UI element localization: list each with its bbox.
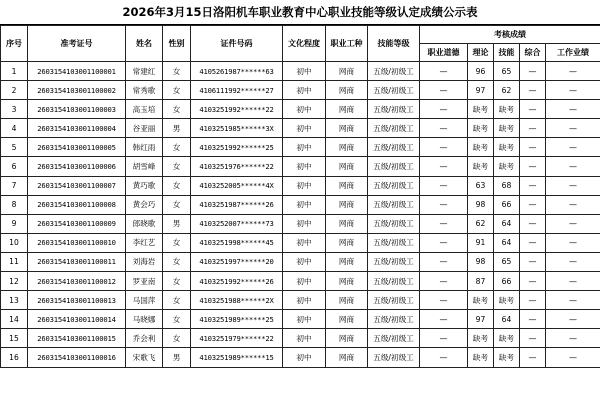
cell-ethics: — (420, 176, 468, 195)
cell-seq: 15 (1, 329, 28, 348)
cell-exam-no: 2603154103001100001 (28, 62, 126, 81)
cell-work-ability: — (546, 157, 600, 176)
cell-level: 五级/初级工 (368, 252, 420, 271)
cell-occupation: 网商 (326, 291, 368, 310)
cell-ethics: — (420, 329, 468, 348)
cell-occupation: 网商 (326, 157, 368, 176)
cell-skill: 64 (494, 310, 520, 329)
cell-comprehensive: — (520, 233, 546, 252)
cell-name: 谷亚丽 (126, 119, 163, 138)
cell-cert-no: 4103251989******15 (191, 348, 283, 367)
cell-exam-no: 2603154103001100009 (28, 214, 126, 233)
cell-seq: 14 (1, 310, 28, 329)
cell-gender: 女 (163, 176, 191, 195)
col-header-scores: 考核成绩 (420, 26, 600, 44)
cell-occupation: 网商 (326, 176, 368, 195)
cell-gender: 女 (163, 291, 191, 310)
cell-occupation: 网商 (326, 310, 368, 329)
cell-education: 初中 (283, 138, 326, 157)
cell-name: 马国萍 (126, 291, 163, 310)
cell-cert-no: 4103252005******4X (191, 176, 283, 195)
cell-gender: 男 (163, 214, 191, 233)
cell-comprehensive: — (520, 138, 546, 157)
cell-name: 韩红雨 (126, 138, 163, 157)
cell-gender: 女 (163, 329, 191, 348)
cell-name: 胡雪峰 (126, 157, 163, 176)
table-row (1, 233, 600, 252)
cell-theory: 63 (468, 176, 494, 195)
cell-cert-no: 4105261987******63 (191, 62, 283, 81)
cell-exam-no: 2603154103001100014 (28, 310, 126, 329)
cell-skill: 缺考 (494, 100, 520, 119)
cell-level: 五级/初级工 (368, 348, 420, 367)
cell-comprehensive: — (520, 291, 546, 310)
cell-work-ability: — (546, 348, 600, 367)
col-header-education: 文化程度 (283, 26, 326, 62)
cell-comprehensive: — (520, 195, 546, 214)
cell-seq: 9 (1, 214, 28, 233)
cell-level: 五级/初级工 (368, 214, 420, 233)
cell-level: 五级/初级工 (368, 195, 420, 214)
header-row (1, 26, 600, 44)
cell-gender: 女 (163, 138, 191, 157)
cell-work-ability: — (546, 329, 600, 348)
col-header-theory: 理论 (468, 44, 494, 62)
col-header-seq: 序号 (1, 26, 28, 62)
cell-level: 五级/初级工 (368, 310, 420, 329)
cell-comprehensive: — (520, 119, 546, 138)
cell-cert-no: 4103251989******25 (191, 310, 283, 329)
cell-cert-no: 4103251992******26 (191, 272, 283, 291)
cell-theory: 缺考 (468, 138, 494, 157)
cell-theory: 97 (468, 310, 494, 329)
cell-level: 五级/初级工 (368, 233, 420, 252)
cell-gender: 男 (163, 348, 191, 367)
cell-education: 初中 (283, 252, 326, 271)
cell-ethics: — (420, 252, 468, 271)
cell-level: 五级/初级工 (368, 157, 420, 176)
cell-cert-no: 4103251998******45 (191, 233, 283, 252)
cell-level: 五级/初级工 (368, 81, 420, 100)
cell-education: 初中 (283, 329, 326, 348)
cell-skill: 66 (494, 272, 520, 291)
cell-gender: 女 (163, 157, 191, 176)
cell-work-ability: — (546, 252, 600, 271)
cell-name: 宋歌飞 (126, 348, 163, 367)
table-row (1, 272, 600, 291)
cell-seq: 2 (1, 81, 28, 100)
cell-cert-no: 4106111992******27 (191, 81, 283, 100)
cell-occupation: 网商 (326, 119, 368, 138)
table-row (1, 329, 600, 348)
cell-theory: 缺考 (468, 348, 494, 367)
cell-name: 常秀歌 (126, 81, 163, 100)
cell-work-ability: — (546, 272, 600, 291)
cell-comprehensive: — (520, 214, 546, 233)
cell-level: 五级/初级工 (368, 272, 420, 291)
cell-ethics: — (420, 310, 468, 329)
cell-gender: 女 (163, 233, 191, 252)
cell-gender: 女 (163, 100, 191, 119)
table-row (1, 291, 600, 310)
cell-work-ability: — (546, 176, 600, 195)
cell-comprehensive: — (520, 272, 546, 291)
cell-theory: 缺考 (468, 157, 494, 176)
cell-theory: 缺考 (468, 119, 494, 138)
cell-name: 乔会利 (126, 329, 163, 348)
table-row (1, 100, 600, 119)
cell-theory: 62 (468, 214, 494, 233)
cell-cert-no: 4103251987******26 (191, 195, 283, 214)
table-row (1, 214, 600, 233)
cell-cert-no: 4103252007******73 (191, 214, 283, 233)
cell-cert-no: 4103251997******20 (191, 252, 283, 271)
cell-work-ability: — (546, 214, 600, 233)
col-header-comprehensive: 综合 (520, 44, 546, 62)
cell-skill: 缺考 (494, 119, 520, 138)
cell-gender: 女 (163, 62, 191, 81)
cell-name: 黄巧歌 (126, 176, 163, 195)
cell-exam-no: 2603154103001100010 (28, 233, 126, 252)
cell-name: 常建红 (126, 62, 163, 81)
col-header-ethics: 职业道德 (420, 44, 468, 62)
cell-level: 五级/初级工 (368, 291, 420, 310)
cell-cert-no: 4103251976******22 (191, 157, 283, 176)
cell-education: 初中 (283, 119, 326, 138)
cell-ethics: — (420, 100, 468, 119)
cell-comprehensive: — (520, 157, 546, 176)
cell-exam-no: 2603154103001100003 (28, 100, 126, 119)
cell-cert-no: 4103251992******22 (191, 100, 283, 119)
cell-gender: 女 (163, 81, 191, 100)
cell-work-ability: — (546, 138, 600, 157)
cell-skill: 64 (494, 214, 520, 233)
cell-comprehensive: — (520, 310, 546, 329)
cell-occupation: 网商 (326, 100, 368, 119)
table-row (1, 119, 600, 138)
table-body (1, 62, 600, 368)
cell-work-ability: — (546, 291, 600, 310)
cell-skill: 缺考 (494, 157, 520, 176)
cell-exam-no: 2603154103001100012 (28, 272, 126, 291)
cell-work-ability: — (546, 62, 600, 81)
cell-comprehensive: — (520, 329, 546, 348)
cell-exam-no: 2603154103001100002 (28, 81, 126, 100)
cell-occupation: 网商 (326, 272, 368, 291)
cell-cert-no: 4103251992******25 (191, 138, 283, 157)
cell-name: 马晓娜 (126, 310, 163, 329)
cell-skill: 68 (494, 176, 520, 195)
cell-theory: 91 (468, 233, 494, 252)
table-row (1, 62, 600, 81)
cell-seq: 3 (1, 100, 28, 119)
cell-theory: 缺考 (468, 329, 494, 348)
cell-level: 五级/初级工 (368, 62, 420, 81)
page-title: 2026年3月15日洛阳机车职业教育中心职业技能等级认定成绩公示表 (0, 0, 600, 25)
table-row (1, 348, 600, 367)
cell-seq: 4 (1, 119, 28, 138)
table-row (1, 195, 600, 214)
cell-education: 初中 (283, 157, 326, 176)
cell-skill: 65 (494, 62, 520, 81)
cell-comprehensive: — (520, 176, 546, 195)
cell-ethics: — (420, 233, 468, 252)
cell-seq: 13 (1, 291, 28, 310)
cell-ethics: — (420, 348, 468, 367)
col-header-work-ability: 工作业绩 (546, 44, 600, 62)
cell-exam-no: 2603154103001100015 (28, 329, 126, 348)
cell-education: 初中 (283, 272, 326, 291)
cell-comprehensive: — (520, 252, 546, 271)
cell-exam-no: 2603154103001100016 (28, 348, 126, 367)
cell-exam-no: 2603154103001100005 (28, 138, 126, 157)
cell-name: 罗亚南 (126, 272, 163, 291)
cell-education: 初中 (283, 233, 326, 252)
cell-comprehensive: — (520, 100, 546, 119)
cell-work-ability: — (546, 119, 600, 138)
cell-gender: 女 (163, 310, 191, 329)
cell-skill: 65 (494, 252, 520, 271)
cell-seq: 12 (1, 272, 28, 291)
cell-gender: 女 (163, 252, 191, 271)
cell-exam-no: 2603154103001100008 (28, 195, 126, 214)
table-row (1, 157, 600, 176)
cell-exam-no: 2603154103001100013 (28, 291, 126, 310)
cell-skill: 缺考 (494, 291, 520, 310)
cell-level: 五级/初级工 (368, 329, 420, 348)
col-header-gender: 性别 (163, 26, 191, 62)
cell-theory: 87 (468, 272, 494, 291)
col-header-cert-no: 证件号码 (191, 26, 283, 62)
cell-ethics: — (420, 119, 468, 138)
cell-work-ability: — (546, 195, 600, 214)
table-row (1, 252, 600, 271)
table-row (1, 81, 600, 100)
cell-seq: 7 (1, 176, 28, 195)
cell-theory: 97 (468, 81, 494, 100)
cell-education: 初中 (283, 100, 326, 119)
cell-ethics: — (420, 138, 468, 157)
cell-education: 初中 (283, 81, 326, 100)
cell-skill: 缺考 (494, 138, 520, 157)
cell-comprehensive: — (520, 62, 546, 81)
col-header-occupation: 职业工种 (326, 26, 368, 62)
cell-education: 初中 (283, 62, 326, 81)
results-table (0, 25, 600, 368)
cell-exam-no: 2603154103001100007 (28, 176, 126, 195)
cell-ethics: — (420, 214, 468, 233)
cell-work-ability: — (546, 233, 600, 252)
cell-skill: 64 (494, 233, 520, 252)
cell-ethics: — (420, 62, 468, 81)
table-row (1, 138, 600, 157)
cell-ethics: — (420, 157, 468, 176)
cell-comprehensive: — (520, 81, 546, 100)
cell-occupation: 网商 (326, 138, 368, 157)
cell-seq: 11 (1, 252, 28, 271)
cell-ethics: — (420, 195, 468, 214)
cell-gender: 女 (163, 272, 191, 291)
table-row (1, 310, 600, 329)
cell-occupation: 网商 (326, 195, 368, 214)
cell-skill: 缺考 (494, 348, 520, 367)
cell-cert-no: 4103251985******3X (191, 119, 283, 138)
cell-cert-no: 4103251979******22 (191, 329, 283, 348)
table-row (1, 176, 600, 195)
col-header-skill: 技能 (494, 44, 520, 62)
cell-ethics: — (420, 272, 468, 291)
cell-occupation: 网商 (326, 252, 368, 271)
cell-level: 五级/初级工 (368, 100, 420, 119)
cell-occupation: 网商 (326, 62, 368, 81)
cell-level: 五级/初级工 (368, 119, 420, 138)
cell-occupation: 网商 (326, 81, 368, 100)
cell-ethics: — (420, 81, 468, 100)
cell-seq: 5 (1, 138, 28, 157)
cell-seq: 8 (1, 195, 28, 214)
cell-level: 五级/初级工 (368, 138, 420, 157)
cell-exam-no: 2603154103001100004 (28, 119, 126, 138)
cell-name: 刘海岩 (126, 252, 163, 271)
cell-theory: 缺考 (468, 291, 494, 310)
cell-gender: 男 (163, 119, 191, 138)
cell-name: 高玉培 (126, 100, 163, 119)
cell-theory: 98 (468, 252, 494, 271)
cell-level: 五级/初级工 (368, 176, 420, 195)
cell-education: 初中 (283, 214, 326, 233)
cell-exam-no: 2603154103001100006 (28, 157, 126, 176)
cell-skill: 缺考 (494, 329, 520, 348)
cell-education: 初中 (283, 310, 326, 329)
cell-theory: 96 (468, 62, 494, 81)
cell-occupation: 网商 (326, 348, 368, 367)
cell-work-ability: — (546, 100, 600, 119)
cell-occupation: 网商 (326, 329, 368, 348)
cell-education: 初中 (283, 348, 326, 367)
cell-education: 初中 (283, 195, 326, 214)
cell-skill: 66 (494, 195, 520, 214)
cell-seq: 10 (1, 233, 28, 252)
col-header-name: 姓名 (126, 26, 163, 62)
cell-name: 郎晓歌 (126, 214, 163, 233)
cell-seq: 16 (1, 348, 28, 367)
cell-comprehensive: — (520, 348, 546, 367)
cell-education: 初中 (283, 291, 326, 310)
cell-work-ability: — (546, 310, 600, 329)
cell-theory: 缺考 (468, 100, 494, 119)
cell-theory: 98 (468, 195, 494, 214)
cell-ethics: — (420, 291, 468, 310)
cell-name: 黄会巧 (126, 195, 163, 214)
col-header-level: 技能等级 (368, 26, 420, 62)
col-header-exam-no: 准考证号 (28, 26, 126, 62)
cell-occupation: 网商 (326, 214, 368, 233)
cell-exam-no: 2603154103001100011 (28, 252, 126, 271)
cell-seq: 1 (1, 62, 28, 81)
cell-seq: 6 (1, 157, 28, 176)
cell-cert-no: 4103251988******2X (191, 291, 283, 310)
cell-gender: 女 (163, 195, 191, 214)
cell-occupation: 网商 (326, 233, 368, 252)
cell-work-ability: — (546, 81, 600, 100)
cell-education: 初中 (283, 176, 326, 195)
cell-skill: 62 (494, 81, 520, 100)
cell-name: 李红艺 (126, 233, 163, 252)
